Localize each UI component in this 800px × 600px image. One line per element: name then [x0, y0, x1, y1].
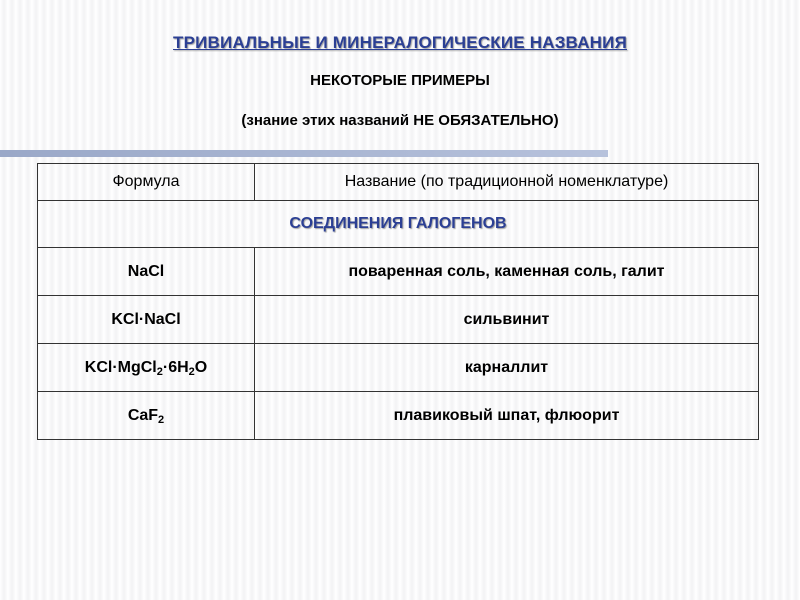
section-cell	[38, 201, 759, 248]
name-cell: карналлит	[255, 344, 759, 392]
formula-part: O	[194, 358, 208, 376]
header-name: Название (по традиционной номенклатуре)	[255, 164, 759, 201]
formula-subscript: 2	[156, 365, 163, 378]
subtitle: НЕКОТОРЫЕ ПРИМЕРЫ	[310, 72, 490, 89]
compounds-table	[37, 163, 759, 440]
name-cell: поваренная соль, каменная соль, галит	[255, 248, 759, 296]
formula-cell	[38, 248, 255, 296]
formula-part: KCl·NaCl	[111, 310, 181, 328]
formula-subscript: 2	[158, 413, 165, 426]
formula-part: CaF	[127, 406, 159, 424]
table-row	[38, 296, 759, 344]
name-cell: плавиковый шпат, флюорит	[255, 392, 759, 440]
table-row	[38, 248, 759, 296]
section-row	[38, 201, 759, 248]
formula-cell	[38, 296, 255, 344]
slide-title: ТРИВИАЛЬНЫЕ И МИНЕРАЛОГИЧЕСКИЕ НАЗВАНИЯ	[173, 33, 627, 52]
formula-part: ·6H	[162, 358, 189, 376]
table-row	[38, 392, 759, 440]
name-cell: сильвинит	[255, 296, 759, 344]
formula-part: NaCl	[127, 262, 165, 280]
note-text: (знание этих названий НЕ ОБЯЗАТЕЛЬНО)	[241, 112, 559, 129]
header-formula: Формула	[38, 164, 255, 201]
decorative-bar	[0, 150, 608, 157]
section-title: СОЕДИНЕНИЯ ГАЛОГЕНОВ	[289, 215, 507, 232]
formula-cell	[38, 344, 255, 392]
formula-part: KCl·MgCl	[84, 358, 157, 376]
table-row	[38, 344, 759, 392]
table-header-row	[38, 164, 759, 201]
formula-subscript: 2	[188, 365, 195, 378]
formula-cell	[38, 392, 255, 440]
